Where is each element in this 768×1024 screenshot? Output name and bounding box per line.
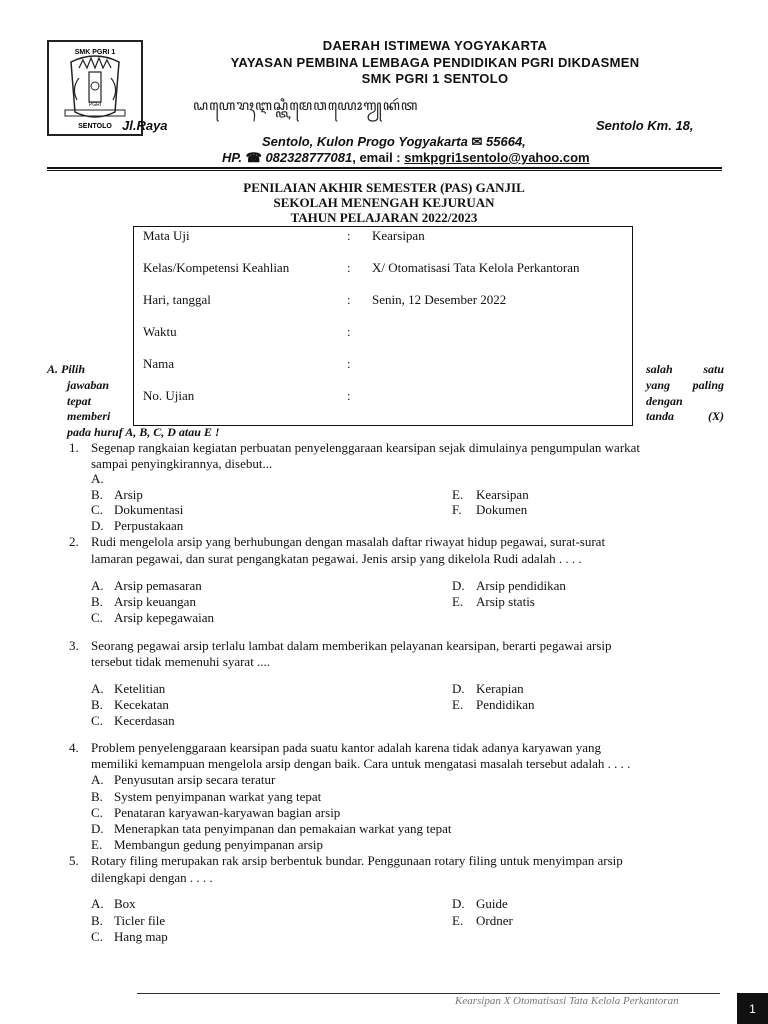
phone-label: HP. — [222, 150, 242, 165]
option-text[interactable]: Kecekatan — [114, 697, 169, 712]
option-letter[interactable]: B. — [91, 487, 103, 502]
id-colon: : — [347, 356, 351, 371]
exam-title: PENILAIAN AKHIR SEMESTER (PAS) GANJIL — [243, 180, 525, 195]
option-letter[interactable]: B. — [91, 789, 103, 804]
question-text: sampai penyingkirannya, disebut... — [91, 456, 273, 471]
address-street: Jl.Raya — [122, 118, 168, 133]
option-text[interactable]: Arsip pendidikan — [476, 578, 566, 593]
instruction-right-2: yang paling — [646, 378, 724, 392]
question-text: Rudi mengelola arsip yang berhubungan dengan masalah daftar riwayat hidup pegawai, surat-surat — [91, 534, 606, 549]
id-value-class: X/ Otomatisasi Tata Kelola Perkantoran — [372, 260, 580, 275]
id-label-subject: Mata Uji — [143, 228, 190, 243]
option-letter[interactable]: C. — [91, 929, 103, 944]
address-line2 — [262, 134, 526, 150]
page-number: 1 — [737, 993, 768, 1024]
postal-code: 55664, — [486, 134, 526, 149]
header-divider-thin — [47, 170, 722, 171]
logo-top-text: SMK PGRI 1 — [74, 49, 116, 56]
id-value-subject: Kearsipan — [372, 228, 425, 243]
option-text[interactable]: Kearsipan — [476, 487, 529, 502]
question-text: tersebut tidak memenuhi syarat .... — [91, 654, 271, 669]
instruction-left-1: A. Pilih — [47, 362, 86, 376]
option-letter[interactable]: D. — [452, 681, 465, 696]
question-text: Seorang pegawai arsip terlalu lambat dalam memberikan pelayanan kearsipan, berarti pegawai arsip — [91, 638, 612, 653]
option-letter[interactable]: C. — [91, 805, 103, 820]
option-letter[interactable]: B. — [91, 913, 103, 928]
id-colon: : — [347, 324, 351, 339]
option-letter[interactable]: E. — [91, 837, 103, 852]
phone-icon: ☎ — [245, 150, 262, 165]
contact-line — [222, 150, 590, 166]
option-text[interactable]: Kerapian — [476, 681, 524, 696]
id-label-exam-number: No. Ujian — [143, 388, 195, 403]
email-link[interactable]: smkpgri1sentolo@yahoo.com — [404, 150, 590, 165]
phone-number: 082328777081 — [265, 150, 353, 165]
option-letter[interactable]: C. — [91, 713, 103, 728]
option-letter[interactable]: D. — [91, 821, 104, 836]
option-letter[interactable]: E. — [452, 697, 464, 712]
option-text[interactable]: Arsip pemasaran — [114, 578, 202, 593]
question-text: memiliki kemampuan mengelola arsip dengan baik. Cara untuk mengatasi masalah tersebut adalah . . . . — [91, 756, 631, 771]
option-text[interactable]: Dokumentasi — [114, 502, 184, 517]
option-letter[interactable]: A. — [91, 681, 104, 696]
option-text[interactable]: Hang map — [114, 929, 168, 944]
logo-middle-text: PGRI — [88, 102, 102, 108]
option-letter[interactable]: B. — [91, 594, 103, 609]
question-text: lamaran pegawai, dan surat pengangkatan pegawai. Jenis arsip yang dikelola Rudi adalah . . . . — [91, 551, 582, 566]
option-text[interactable]: Ketelitian — [114, 681, 166, 696]
option-text[interactable]: Penataran karyawan-karyawan bagian arsip — [114, 805, 341, 820]
footer-title: Kearsipan X Otomatisasi Tata Kelola Perkantoran — [455, 995, 679, 1007]
option-letter[interactable]: A. — [91, 578, 104, 593]
option-text[interactable]: Ticler file — [114, 913, 166, 928]
question-number: 5. — [69, 853, 79, 868]
instruction-right-3: dengan — [646, 394, 683, 408]
option-letter[interactable]: F. — [452, 502, 462, 517]
header-region: DAERAH ISTIMEWA YOGYAKARTA — [322, 38, 548, 53]
id-label-date: Hari, tanggal — [143, 292, 211, 307]
question-number: 2. — [69, 534, 79, 549]
option-text[interactable]: Membangun gedung penyimpanan arsip — [114, 837, 324, 852]
question-text: Rotary filing merupakan rak arsip berbentuk bundar. Penggunaan rotary filing untuk menyimpan arsip — [91, 853, 623, 868]
question-text: dilengkapi dengan . . . . — [91, 870, 213, 885]
id-colon: : — [347, 388, 351, 403]
address-km: Sentolo Km. 18, — [596, 118, 694, 133]
question-text: Problem penyelenggaraan kearsipan pada suatu kantor adalah karena tidak adanya karyawan yang — [91, 740, 602, 755]
footer-divider — [137, 993, 720, 994]
option-letter[interactable]: E. — [452, 594, 464, 609]
option-letter[interactable]: A. — [91, 471, 104, 486]
identity-box — [133, 226, 633, 426]
option-letter[interactable]: E. — [452, 913, 464, 928]
question-text: Segenap rangkaian kegiatan perbuatan penyelenggaraan kearsipan sejak dimulainya pengumpulan warkat — [91, 440, 641, 455]
id-label-name: Nama — [143, 356, 175, 371]
option-text[interactable]: Kecerdasan — [114, 713, 175, 728]
exam-school-type: SEKOLAH MENENGAH KEJURUAN — [273, 195, 495, 210]
option-text[interactable]: Perpustakaan — [114, 518, 184, 533]
option-letter[interactable]: A. — [91, 772, 104, 787]
id-colon: : — [347, 292, 351, 307]
header-divider — [47, 167, 722, 169]
logo-bottom-text: SENTOLO — [78, 123, 112, 130]
option-letter[interactable]: C. — [91, 610, 103, 625]
option-letter[interactable]: D. — [91, 518, 104, 533]
header-school: SMK PGRI 1 SENTOLO — [361, 71, 509, 86]
id-label-class: Kelas/Kompetensi Keahlian — [143, 260, 290, 275]
option-letter[interactable]: C. — [91, 502, 103, 517]
header-foundation: YAYASAN PEMBINA LEMBAGA PENDIDIKAN PGRI DIKDASMEN — [230, 55, 640, 70]
instruction-last: pada huruf A, B, C, D atau E ! — [67, 425, 220, 439]
id-label-time: Waktu — [143, 324, 177, 339]
instruction-left-2: jawaban — [67, 378, 110, 392]
option-text[interactable]: Ordner — [476, 913, 513, 928]
option-letter[interactable]: E. — [452, 487, 464, 502]
question-number: 1. — [69, 440, 79, 455]
option-text[interactable]: Dokumen — [476, 502, 528, 517]
question-number: 4. — [69, 740, 79, 755]
option-letter[interactable]: A. — [91, 896, 104, 911]
id-value-date: Senin, 12 Desember 2022 — [372, 292, 507, 307]
option-text[interactable]: Guide — [476, 896, 508, 911]
option-letter[interactable]: D. — [452, 896, 465, 911]
id-colon: : — [347, 260, 351, 275]
instruction-right-4: tanda (X) — [646, 409, 724, 423]
instruction-left-4: memberi — [67, 409, 111, 423]
envelope-icon: ✉ — [471, 134, 483, 149]
option-text[interactable]: Pendidikan — [476, 697, 535, 712]
instruction-left-3: tepat — [67, 394, 91, 408]
exam-year: TAHUN PELAJARAN 2022/2023 — [290, 210, 478, 225]
option-text[interactable]: Arsip — [114, 487, 143, 502]
option-text[interactable]: Arsip statis — [476, 594, 535, 609]
header-javanese-script: ꦝꦲꦺꦫꦃꦆꦱ꧀ꦠꦶꦩꦺꦮꦪꦺꦴꦒꦾꦏꦂꦠ — [193, 98, 419, 114]
instruction-right-1: salah satu — [646, 362, 724, 376]
option-text[interactable]: Penyusutan arsip secara teratur — [114, 772, 276, 787]
address-city: Sentolo, Kulon Progo Yogyakarta — [262, 134, 468, 149]
id-colon: : — [347, 228, 351, 243]
option-text[interactable]: Arsip kepegawaian — [114, 610, 214, 625]
option-letter[interactable]: D. — [452, 578, 465, 593]
option-letter[interactable]: B. — [91, 697, 103, 712]
email-label: , email : — [352, 150, 401, 165]
option-text[interactable]: System penyimpanan warkat yang tepat — [114, 789, 322, 804]
question-number: 3. — [69, 638, 79, 653]
option-text[interactable]: Menerapkan tata penyimpanan dan pemakaian warkat yang tepat — [114, 821, 452, 836]
option-text[interactable]: Box — [114, 896, 136, 911]
option-text[interactable]: Arsip keuangan — [114, 594, 196, 609]
